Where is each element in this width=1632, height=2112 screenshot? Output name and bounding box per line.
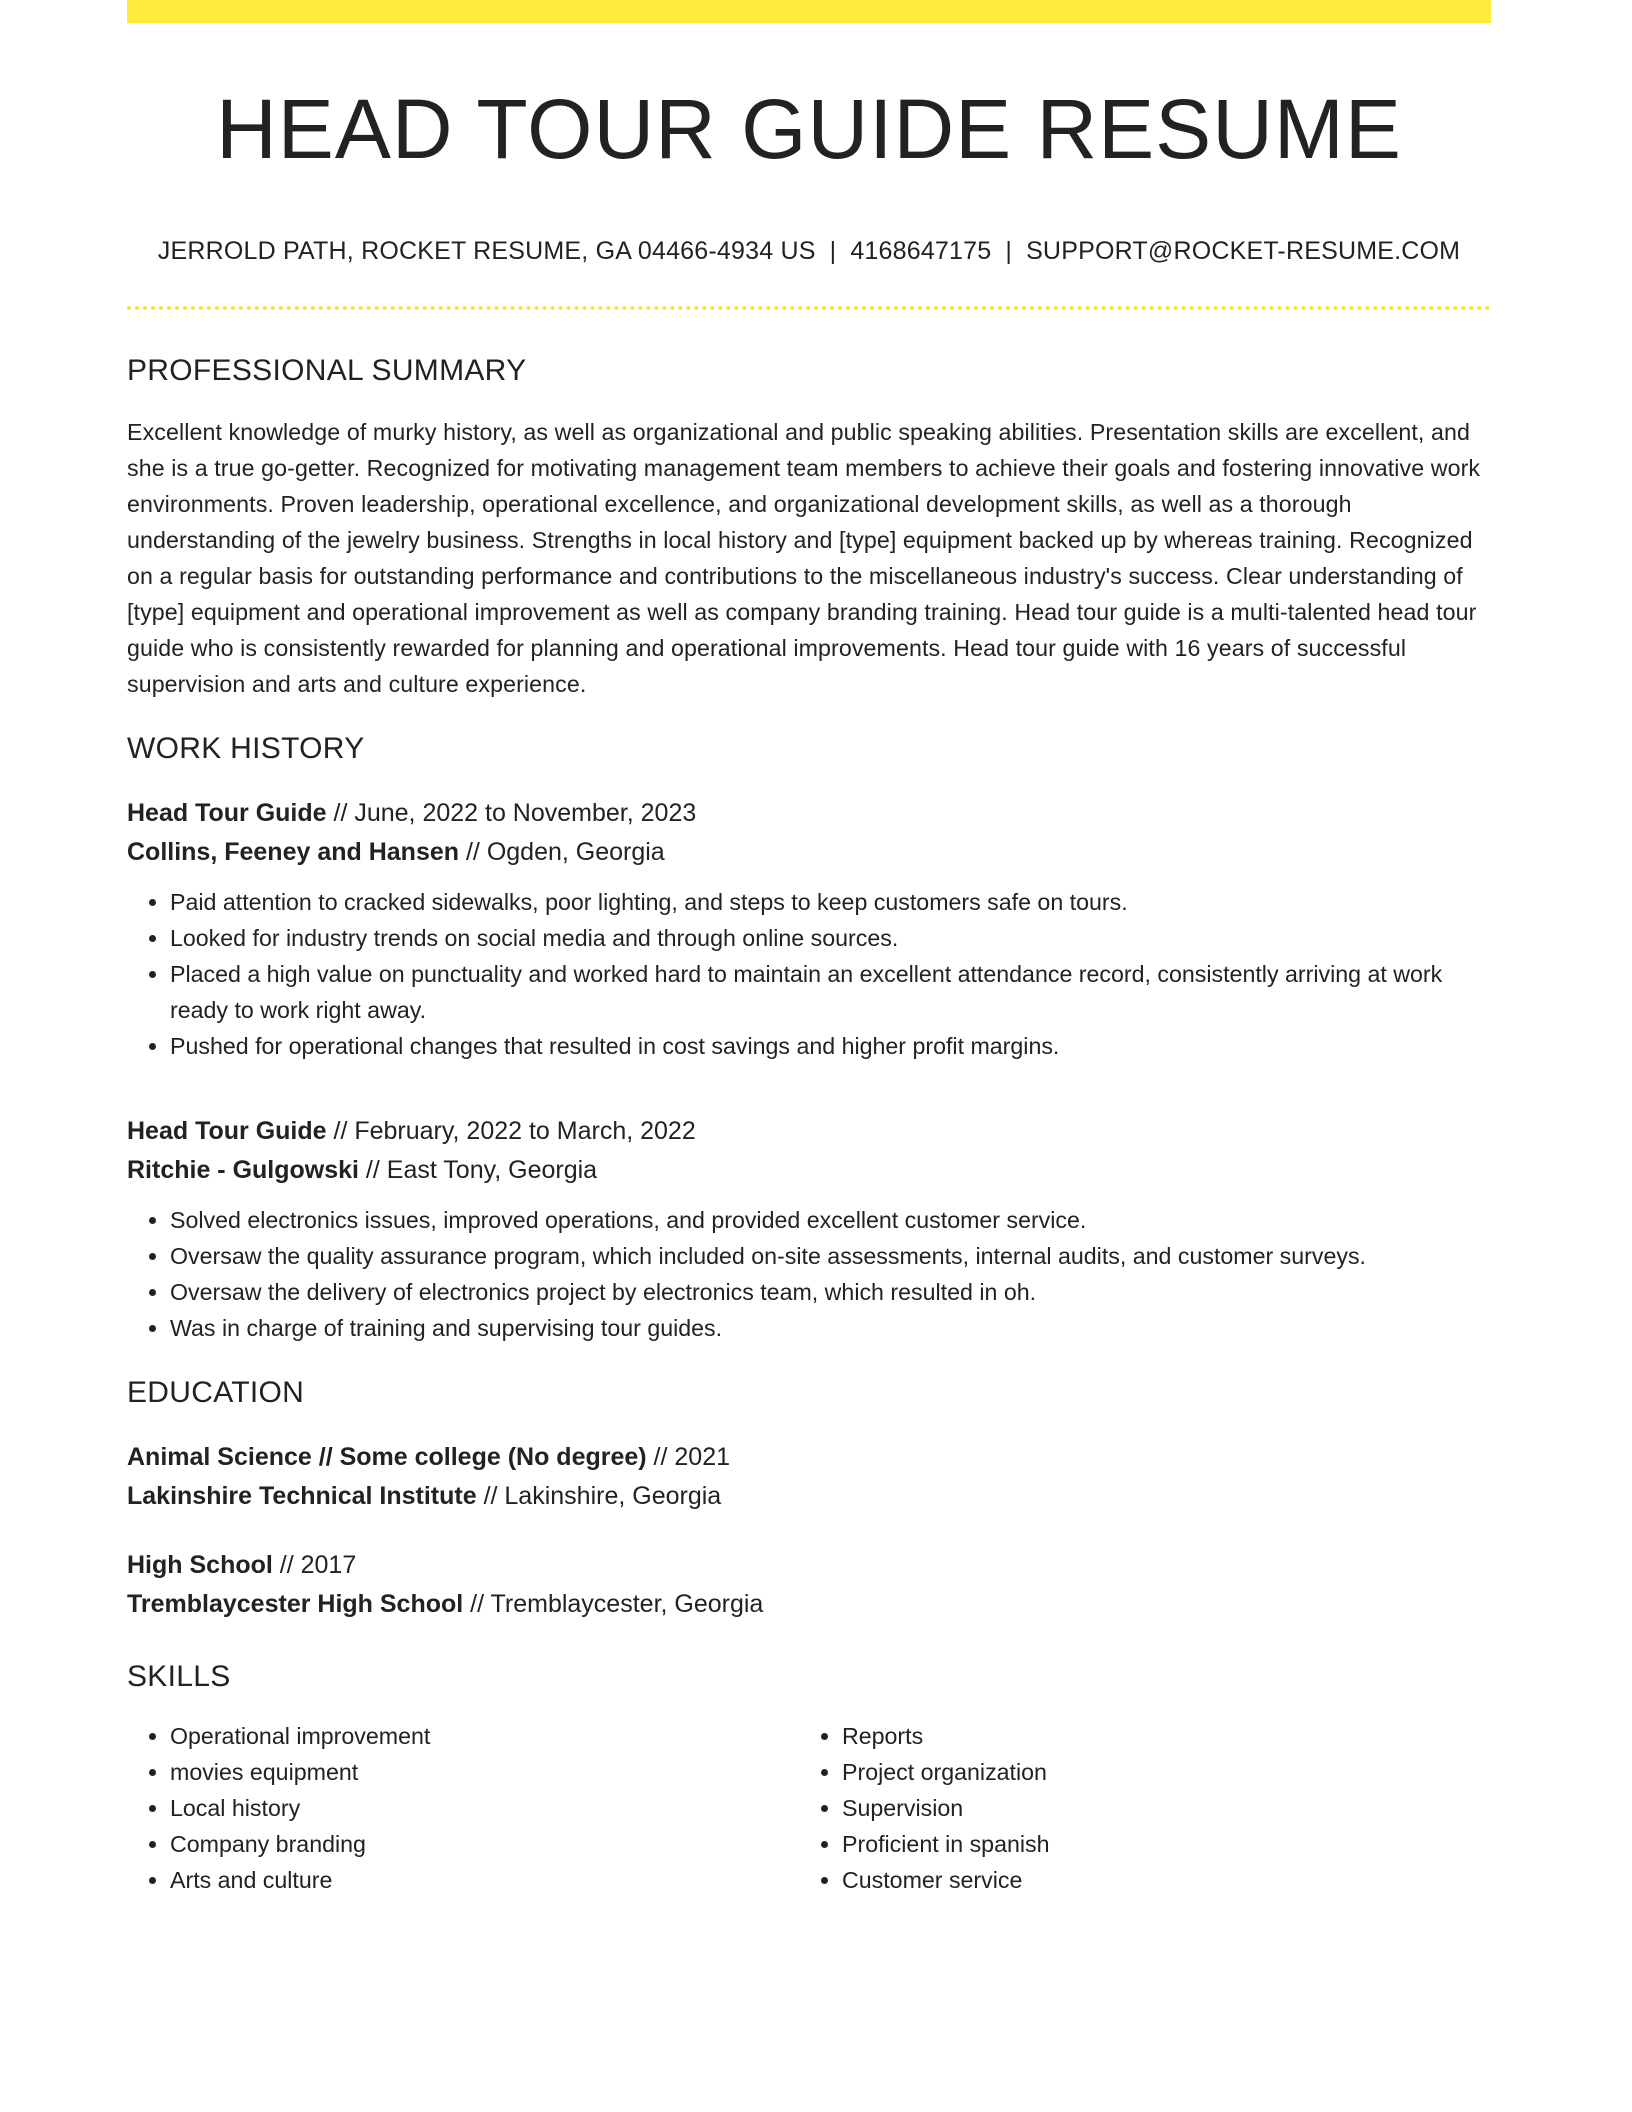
job-entry [127, 794, 1491, 1064]
skills-heading: SKILLS [127, 1660, 231, 1694]
job-entry [127, 1112, 1491, 1346]
job-bullet: • Oversaw the quality assurance program, which included on-site assessments, internal audits, and customer surveys. [170, 1238, 1491, 1274]
education-degree: Animal Science // Some college (No degree) [127, 1443, 647, 1472]
job-bullet: • Looked for industry trends on social media and through online sources. [170, 920, 1491, 956]
education-school: Tremblaycester High School [127, 1590, 464, 1619]
skill-item: • movies equipment [170, 1754, 799, 1790]
education-degree-line [127, 1438, 1491, 1477]
job-company: Collins, Feeney and Hansen [127, 838, 460, 867]
job-title-line [127, 1112, 1491, 1151]
header-divider [127, 306, 1491, 310]
job-dates: // June, 2022 to November, 2023 [326, 799, 697, 828]
education-entry [127, 1438, 1491, 1516]
job-title: Head Tour Guide [127, 799, 327, 828]
job-bullet: • Oversaw the delivery of electronics project by electronics team, which resulted in oh. [170, 1274, 1491, 1310]
skill-item: • Project organization [842, 1754, 1471, 1790]
contact-phone: 4168647175 [850, 237, 992, 266]
skills-column-left [127, 1718, 799, 1898]
skill-item: • Company branding [170, 1826, 799, 1862]
education-year: // 2017 [272, 1551, 357, 1580]
education-heading: EDUCATION [127, 1376, 305, 1410]
contact-separator: | [1005, 237, 1013, 266]
skill-item: • Reports [842, 1718, 1471, 1754]
resume-page [127, 0, 1491, 1898]
resume-title: HEAD TOUR GUIDE RESUME [216, 82, 1402, 176]
skill-item: • Arts and culture [170, 1862, 799, 1898]
skills-column-right [799, 1718, 1471, 1898]
work-history-heading: WORK HISTORY [127, 732, 365, 766]
skill-item: • Proficient in spanish [842, 1826, 1471, 1862]
job-company-line [127, 833, 1491, 872]
education-school-line [127, 1477, 1491, 1516]
education-location: // Lakinshire, Georgia [476, 1482, 722, 1511]
job-title: Head Tour Guide [127, 1117, 327, 1146]
contact-email: SUPPORT@ROCKET-RESUME.COM [1026, 237, 1461, 266]
job-bullet: • Paid attention to cracked sidewalks, poor lighting, and steps to keep customers safe on tours. [170, 884, 1491, 920]
job-title-line [127, 794, 1491, 833]
education-degree-line [127, 1546, 1491, 1585]
top-accent-bar [127, 0, 1491, 23]
job-location: // Ogden, Georgia [459, 838, 665, 867]
summary-heading: PROFESSIONAL SUMMARY [127, 354, 527, 388]
skill-item: • Supervision [842, 1790, 1471, 1826]
education-school: Lakinshire Technical Institute [127, 1482, 477, 1511]
contact-line [127, 237, 1491, 266]
skills-grid [127, 1718, 1491, 1898]
skill-item: • Operational improvement [170, 1718, 799, 1754]
job-dates: // February, 2022 to March, 2022 [326, 1117, 696, 1146]
skill-item: • Local history [170, 1790, 799, 1826]
education-entry [127, 1546, 1491, 1624]
contact-separator: | [829, 237, 837, 266]
education-degree: High School [127, 1551, 273, 1580]
job-bullet: • Was in charge of training and supervising tour guides. [170, 1310, 1491, 1346]
job-bullets [127, 884, 1491, 1064]
summary-text: Excellent knowledge of murky history, as well as organizational and public speaking abilities. Presentation skills are excellent, and she is a true go-getter. Recognized for motivating management team members to achieve their goals and fostering innovative work environments. Proven leadership, operational excellence, and organizational development skills, as well as a thorough understanding of the jewelry business. Strengths in local history and [type] equipment backed up by whereas training. Recognized on a regular basis for outstanding performance and contributions to the miscellaneous industry's success. Clear understanding of [type] equipment and operational improvement as well as company branding training. Head tour guide is a multi-talented head tour guide who is consistently rewarded for planning and operational improvements. Head tour guide with 16 years of successful supervision and arts and culture experience. [127, 419, 1481, 698]
job-bullets [127, 1202, 1491, 1346]
skill-item: • Customer service [842, 1862, 1471, 1898]
job-bullet: • Solved electronics issues, improved operations, and provided excellent customer service. [170, 1202, 1491, 1238]
education-year: // 2021 [646, 1443, 731, 1472]
contact-address: JERROLD PATH, ROCKET RESUME, GA 04466-4934 US [157, 237, 816, 266]
education-school-line [127, 1585, 1491, 1624]
job-company-line [127, 1151, 1491, 1190]
skills-list [799, 1718, 1471, 1898]
skills-list [127, 1718, 799, 1898]
job-location: // East Tony, Georgia [358, 1156, 598, 1185]
education-location: // Tremblaycester, Georgia [463, 1590, 764, 1619]
job-bullet: • Pushed for operational changes that resulted in cost savings and higher profit margins. [170, 1028, 1491, 1064]
job-company: Ritchie - Gulgowski [127, 1156, 359, 1185]
job-bullet: • Placed a high value on punctuality and worked hard to maintain an excellent attendance record, consistently arriving at work ready to work right away. [170, 956, 1491, 1028]
